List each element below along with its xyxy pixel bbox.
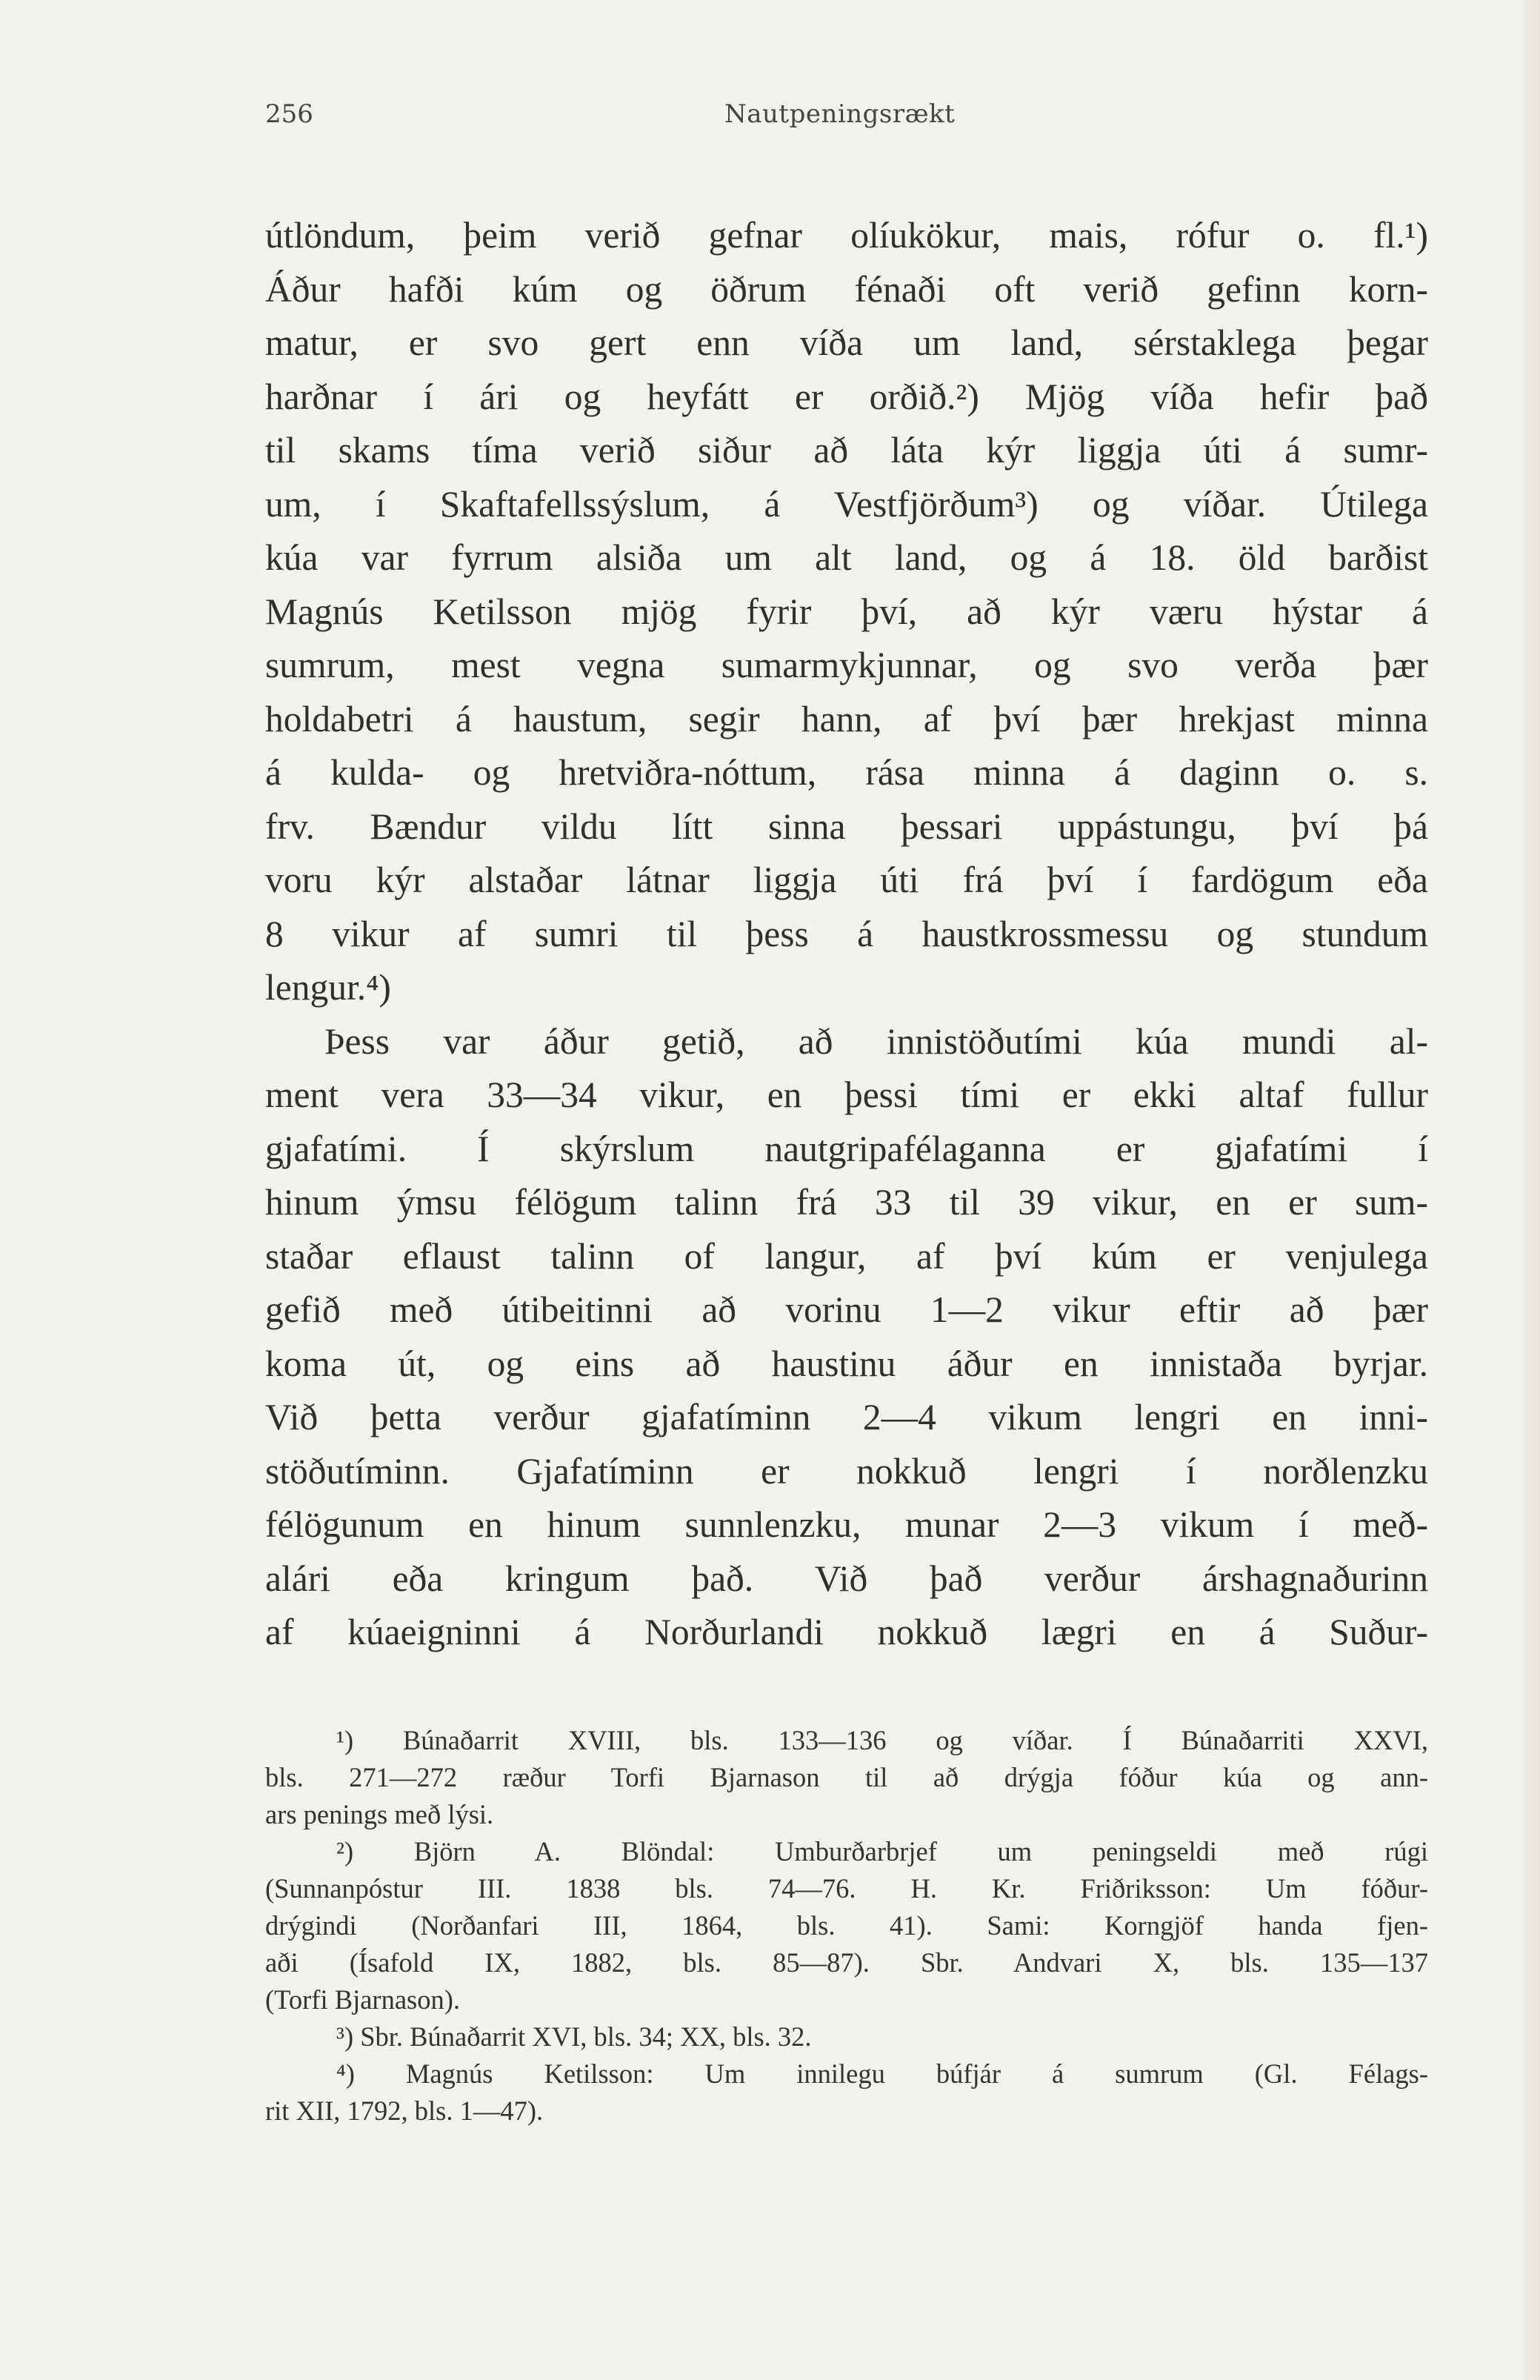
body-line: frv. Bændur vildu lítt sinna þessari uppástungu, því þá (265, 805, 1428, 847)
body-line: voru kýr alstaðar látnar liggja úti frá því í fardögum eða (265, 860, 1428, 900)
body-line: á kulda- og hretviðra-nóttum, rása minna á daginn o. s. (265, 752, 1428, 793)
footnote-line: ⁴) Magnús Ketilsson: Um innilegu búfjár á sumrum (Gl. Félags- (336, 2058, 1428, 2089)
body-line: Þess var áður getið, að innistöðutími kúa mundi al- (324, 1020, 1428, 1062)
body-line: kúa var fyrrum alsiða um alt land, og á 18. öld barðist (265, 537, 1428, 578)
footnote-line: ¹) Búnaðarrit XVIII, bls. 133—136 og víðar. Í Búnaðarriti XXVI, (336, 1724, 1428, 1755)
body-line: til skams tíma verið siður að láta kýr liggja úti á sumr- (265, 430, 1428, 471)
body-line: Magnús Ketilsson mjög fyrir því, að kýr væru hýstar á (265, 591, 1428, 632)
scan-edge-shadow (1519, 0, 1540, 2380)
body-line: félögunum en hinum sunnlenzku, munar 2—3 vikum í með- (265, 1504, 1428, 1545)
body-line: harðnar í ári og heyfátt er orðið.²) Mjög víða hefir það (265, 376, 1428, 417)
body-line: matur, er svo gert enn víða um land, sérstaklega þegar (265, 322, 1428, 363)
body-line: gefið með útibeitinni að vorinu 1—2 vikur eftir að þær (265, 1289, 1428, 1330)
footnote-line: drýgindi (Norðanfari III, 1864, bls. 41). Sami: Korngjöf handa fjen- (265, 1909, 1428, 1941)
body-line: Við þetta verður gjafatíminn 2—4 vikum lengri en inni- (265, 1397, 1428, 1437)
footnotes (265, 1722, 1428, 2130)
body-line: sumrum, mest vegna sumarmykjunnar, og svo verða þær (265, 645, 1428, 685)
page-header (265, 89, 1428, 141)
body-line: ment vera 33—34 vikur, en þessi tími er ekki altaf fullur (265, 1074, 1428, 1115)
body-line: útlöndum, þeim verið gefnar olíukökur, mais, rófur o. fl.¹) (265, 215, 1428, 256)
page-number: 256 (265, 99, 313, 129)
footnote-line: ²) Björn A. Blöndal: Umburðarbrjef um peningseldi með rúgi (336, 1835, 1428, 1867)
footnote-line: (Sunnanpóstur III. 1838 bls. 74—76. H. Kr. Friðriksson: Um fóður- (265, 1872, 1428, 1904)
body-line: um, í Skaftafellssýslum, á Vestfjörðum³) og víðar. Útilega (265, 483, 1428, 525)
footnote-line: ³) Sbr. Búnaðarrit XVI, bls. 34; XX, bls. 32. (336, 2021, 812, 2052)
body-line: staðar eflaust talinn of langur, af því kúm er venjulega (265, 1235, 1428, 1277)
body-line: hinum ýmsu félögum talinn frá 33 til 39 vikur, en er sum- (265, 1182, 1428, 1223)
footnote-line: (Torfi Bjarnason). (265, 1984, 461, 2015)
body-line: gjafatími. Í skýrslum nautgripafélaganna er gjafatími í (265, 1128, 1428, 1169)
body-line: lengur.⁴) (265, 967, 391, 1008)
footnote-line: bls. 271—272 ræður Torfi Bjarnason til að drýgja fóður kúa og ann- (265, 1761, 1428, 1792)
body-line: koma út, og eins að haustinu áður en innistaða byrjar. (265, 1343, 1428, 1384)
running-head: Nautpeningsrækt (724, 99, 956, 129)
body-line: stöðutíminn. Gjafatíminn er nokkuð lengri í norðlenzku (265, 1450, 1428, 1492)
body-line: holdabetri á haustum, segir hann, af því þær hrekjast minna (265, 698, 1428, 739)
body-line: af kúaeigninni á Norðurlandi nokkuð lægri en á Suður- (265, 1612, 1428, 1652)
book-page (265, 89, 1428, 2130)
footnote-line: rit XII, 1792, bls. 1—47). (265, 2095, 544, 2126)
body-text (265, 209, 1428, 1660)
footnote-line: ars penings með lýsi. (265, 1798, 494, 1829)
footnote-line: aði (Ísafold IX, 1882, bls. 85—87). Sbr. Andvari X, bls. 135—137 (265, 1947, 1428, 1978)
body-line: Áður hafði kúm og öðrum fénaði oft verið gefinn korn- (265, 268, 1428, 310)
body-line: alári eða kringum það. Við það verður árshagnaðurinn (265, 1558, 1428, 1599)
body-line: 8 vikur af sumri til þess á haustkrossmessu og stundum (265, 913, 1428, 954)
